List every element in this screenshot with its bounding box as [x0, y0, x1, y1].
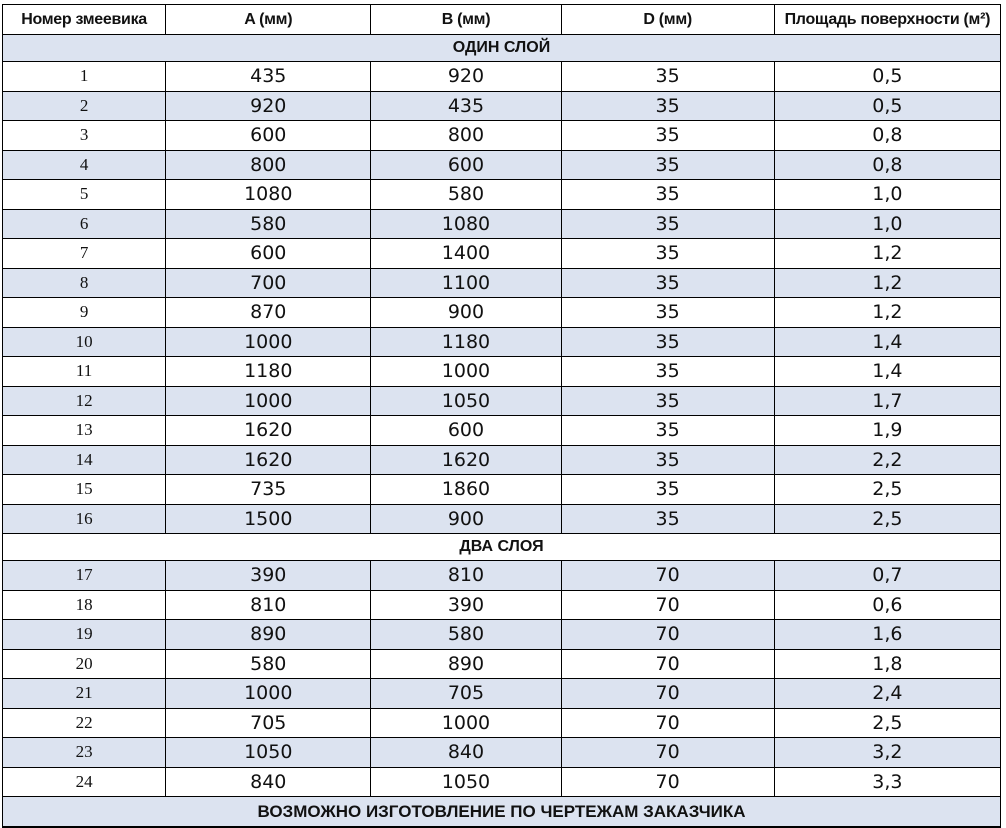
cell-d-mm: 70 — [561, 679, 774, 709]
cell-a-mm: 600 — [166, 239, 371, 269]
cell-coil-number: 8 — [3, 268, 166, 298]
cell-a-mm: 390 — [166, 561, 371, 591]
cell-coil-number: 1 — [3, 62, 166, 92]
cell-a-mm: 1080 — [166, 180, 371, 210]
cell-a-mm: 700 — [166, 268, 371, 298]
cell-coil-number: 23 — [3, 738, 166, 768]
cell-coil-number: 10 — [3, 327, 166, 357]
cell-surface-area: 0,8 — [774, 121, 1000, 151]
cell-surface-area: 1,2 — [774, 298, 1000, 328]
cell-coil-number: 9 — [3, 298, 166, 328]
cell-coil-number: 19 — [3, 620, 166, 650]
cell-surface-area: 3,2 — [774, 738, 1000, 768]
cell-surface-area: 1,0 — [774, 209, 1000, 239]
cell-b-mm: 600 — [371, 150, 561, 180]
header-coil-number: Номер змеевика — [3, 5, 166, 35]
table-row — [3, 504, 1001, 534]
cell-surface-area: 2,2 — [774, 445, 1000, 475]
cell-d-mm: 70 — [561, 561, 774, 591]
cell-d-mm: 70 — [561, 738, 774, 768]
cell-a-mm: 1180 — [166, 357, 371, 387]
cell-b-mm: 1100 — [371, 268, 561, 298]
cell-a-mm: 1000 — [166, 679, 371, 709]
cell-b-mm: 1620 — [371, 445, 561, 475]
cell-b-mm: 900 — [371, 504, 561, 534]
cell-d-mm: 35 — [561, 239, 774, 269]
cell-a-mm: 1620 — [166, 445, 371, 475]
cell-b-mm: 390 — [371, 590, 561, 620]
cell-surface-area: 1,4 — [774, 327, 1000, 357]
cell-coil-number: 5 — [3, 180, 166, 210]
cell-a-mm: 1620 — [166, 416, 371, 446]
cell-a-mm: 920 — [166, 91, 371, 121]
cell-d-mm: 70 — [561, 708, 774, 738]
cell-coil-number: 13 — [3, 416, 166, 446]
table-row — [3, 620, 1001, 650]
table-body — [3, 35, 1001, 828]
cell-d-mm: 35 — [561, 150, 774, 180]
table-row — [3, 121, 1001, 151]
table-row — [3, 708, 1001, 738]
cell-a-mm: 580 — [166, 649, 371, 679]
cell-b-mm: 900 — [371, 298, 561, 328]
cell-a-mm: 580 — [166, 209, 371, 239]
cell-coil-number: 12 — [3, 386, 166, 416]
section-header-row — [3, 35, 1001, 62]
cell-coil-number: 4 — [3, 150, 166, 180]
cell-a-mm: 1000 — [166, 327, 371, 357]
cell-surface-area: 2,5 — [774, 475, 1000, 505]
cell-surface-area: 0,6 — [774, 590, 1000, 620]
cell-coil-number: 21 — [3, 679, 166, 709]
table-row — [3, 91, 1001, 121]
cell-d-mm: 35 — [561, 475, 774, 505]
cell-a-mm: 1500 — [166, 504, 371, 534]
cell-surface-area: 0,7 — [774, 561, 1000, 591]
cell-coil-number: 15 — [3, 475, 166, 505]
cell-d-mm: 35 — [561, 180, 774, 210]
cell-coil-number: 11 — [3, 357, 166, 387]
section-title: ДВА СЛОЯ — [3, 534, 1001, 561]
cell-surface-area: 3,3 — [774, 767, 1000, 797]
cell-b-mm: 1050 — [371, 386, 561, 416]
table-row — [3, 738, 1001, 768]
table-row — [3, 180, 1001, 210]
cell-b-mm: 580 — [371, 620, 561, 650]
cell-d-mm: 35 — [561, 268, 774, 298]
cell-a-mm: 735 — [166, 475, 371, 505]
table-row — [3, 209, 1001, 239]
cell-d-mm: 35 — [561, 504, 774, 534]
cell-coil-number: 3 — [3, 121, 166, 151]
cell-b-mm: 705 — [371, 679, 561, 709]
cell-coil-number: 18 — [3, 590, 166, 620]
cell-b-mm: 1050 — [371, 767, 561, 797]
cell-surface-area: 0,8 — [774, 150, 1000, 180]
cell-d-mm: 35 — [561, 357, 774, 387]
table-row — [3, 767, 1001, 797]
cell-d-mm: 35 — [561, 91, 774, 121]
cell-a-mm: 435 — [166, 62, 371, 92]
table-row — [3, 239, 1001, 269]
cell-d-mm: 35 — [561, 327, 774, 357]
footer-note: ВОЗМОЖНО ИЗГОТОВЛЕНИЕ ПО ЧЕРТЕЖАМ ЗАКАЗЧИКА — [3, 797, 1001, 828]
cell-a-mm: 870 — [166, 298, 371, 328]
cell-surface-area: 2,4 — [774, 679, 1000, 709]
cell-b-mm: 890 — [371, 649, 561, 679]
cell-d-mm: 70 — [561, 649, 774, 679]
cell-coil-number: 6 — [3, 209, 166, 239]
cell-b-mm: 810 — [371, 561, 561, 591]
footer-row — [3, 797, 1001, 828]
cell-coil-number: 20 — [3, 649, 166, 679]
cell-surface-area: 1,7 — [774, 386, 1000, 416]
cell-b-mm: 600 — [371, 416, 561, 446]
table-row — [3, 357, 1001, 387]
cell-d-mm: 35 — [561, 445, 774, 475]
cell-b-mm: 920 — [371, 62, 561, 92]
cell-coil-number: 7 — [3, 239, 166, 269]
cell-surface-area: 1,2 — [774, 239, 1000, 269]
cell-coil-number: 16 — [3, 504, 166, 534]
cell-b-mm: 1000 — [371, 708, 561, 738]
cell-coil-number: 17 — [3, 561, 166, 591]
table-row — [3, 327, 1001, 357]
cell-surface-area: 1,4 — [774, 357, 1000, 387]
cell-a-mm: 1050 — [166, 738, 371, 768]
header-surface-area: Площадь поверхности (м²) — [774, 5, 1000, 35]
cell-surface-area: 1,6 — [774, 620, 1000, 650]
table-row — [3, 679, 1001, 709]
cell-surface-area: 2,5 — [774, 708, 1000, 738]
cell-b-mm: 580 — [371, 180, 561, 210]
table-row — [3, 150, 1001, 180]
cell-surface-area: 1,0 — [774, 180, 1000, 210]
header-d-mm: D (мм) — [561, 5, 774, 35]
cell-coil-number: 14 — [3, 445, 166, 475]
cell-d-mm: 35 — [561, 298, 774, 328]
cell-d-mm: 70 — [561, 620, 774, 650]
table-row — [3, 268, 1001, 298]
cell-d-mm: 70 — [561, 590, 774, 620]
cell-coil-number: 2 — [3, 91, 166, 121]
cell-coil-number: 24 — [3, 767, 166, 797]
cell-b-mm: 1080 — [371, 209, 561, 239]
cell-a-mm: 840 — [166, 767, 371, 797]
cell-a-mm: 1000 — [166, 386, 371, 416]
header-a-mm: A (мм) — [166, 5, 371, 35]
cell-d-mm: 35 — [561, 121, 774, 151]
table-row — [3, 386, 1001, 416]
table-row — [3, 445, 1001, 475]
header-b-mm: B (мм) — [371, 5, 561, 35]
cell-b-mm: 1000 — [371, 357, 561, 387]
cell-surface-area: 1,8 — [774, 649, 1000, 679]
cell-surface-area: 1,2 — [774, 268, 1000, 298]
cell-b-mm: 1400 — [371, 239, 561, 269]
cell-a-mm: 810 — [166, 590, 371, 620]
cell-surface-area: 0,5 — [774, 91, 1000, 121]
table-row — [3, 298, 1001, 328]
table-row — [3, 475, 1001, 505]
cell-a-mm: 800 — [166, 150, 371, 180]
section-title: ОДИН СЛОЙ — [3, 35, 1001, 62]
cell-b-mm: 1180 — [371, 327, 561, 357]
cell-coil-number: 22 — [3, 708, 166, 738]
table-row — [3, 561, 1001, 591]
cell-b-mm: 800 — [371, 121, 561, 151]
cell-d-mm: 35 — [561, 209, 774, 239]
cell-a-mm: 600 — [166, 121, 371, 151]
cell-d-mm: 35 — [561, 62, 774, 92]
table-row — [3, 62, 1001, 92]
coil-spec-table — [2, 4, 1001, 828]
section-header-row — [3, 534, 1001, 561]
cell-a-mm: 705 — [166, 708, 371, 738]
cell-a-mm: 890 — [166, 620, 371, 650]
cell-surface-area: 1,9 — [774, 416, 1000, 446]
table-row — [3, 416, 1001, 446]
cell-d-mm: 35 — [561, 386, 774, 416]
table-row — [3, 649, 1001, 679]
cell-d-mm: 70 — [561, 767, 774, 797]
cell-surface-area: 2,5 — [774, 504, 1000, 534]
cell-surface-area: 0,5 — [774, 62, 1000, 92]
table-row — [3, 590, 1001, 620]
header-row — [3, 5, 1001, 35]
cell-b-mm: 435 — [371, 91, 561, 121]
cell-b-mm: 1860 — [371, 475, 561, 505]
cell-d-mm: 35 — [561, 416, 774, 446]
cell-b-mm: 840 — [371, 738, 561, 768]
